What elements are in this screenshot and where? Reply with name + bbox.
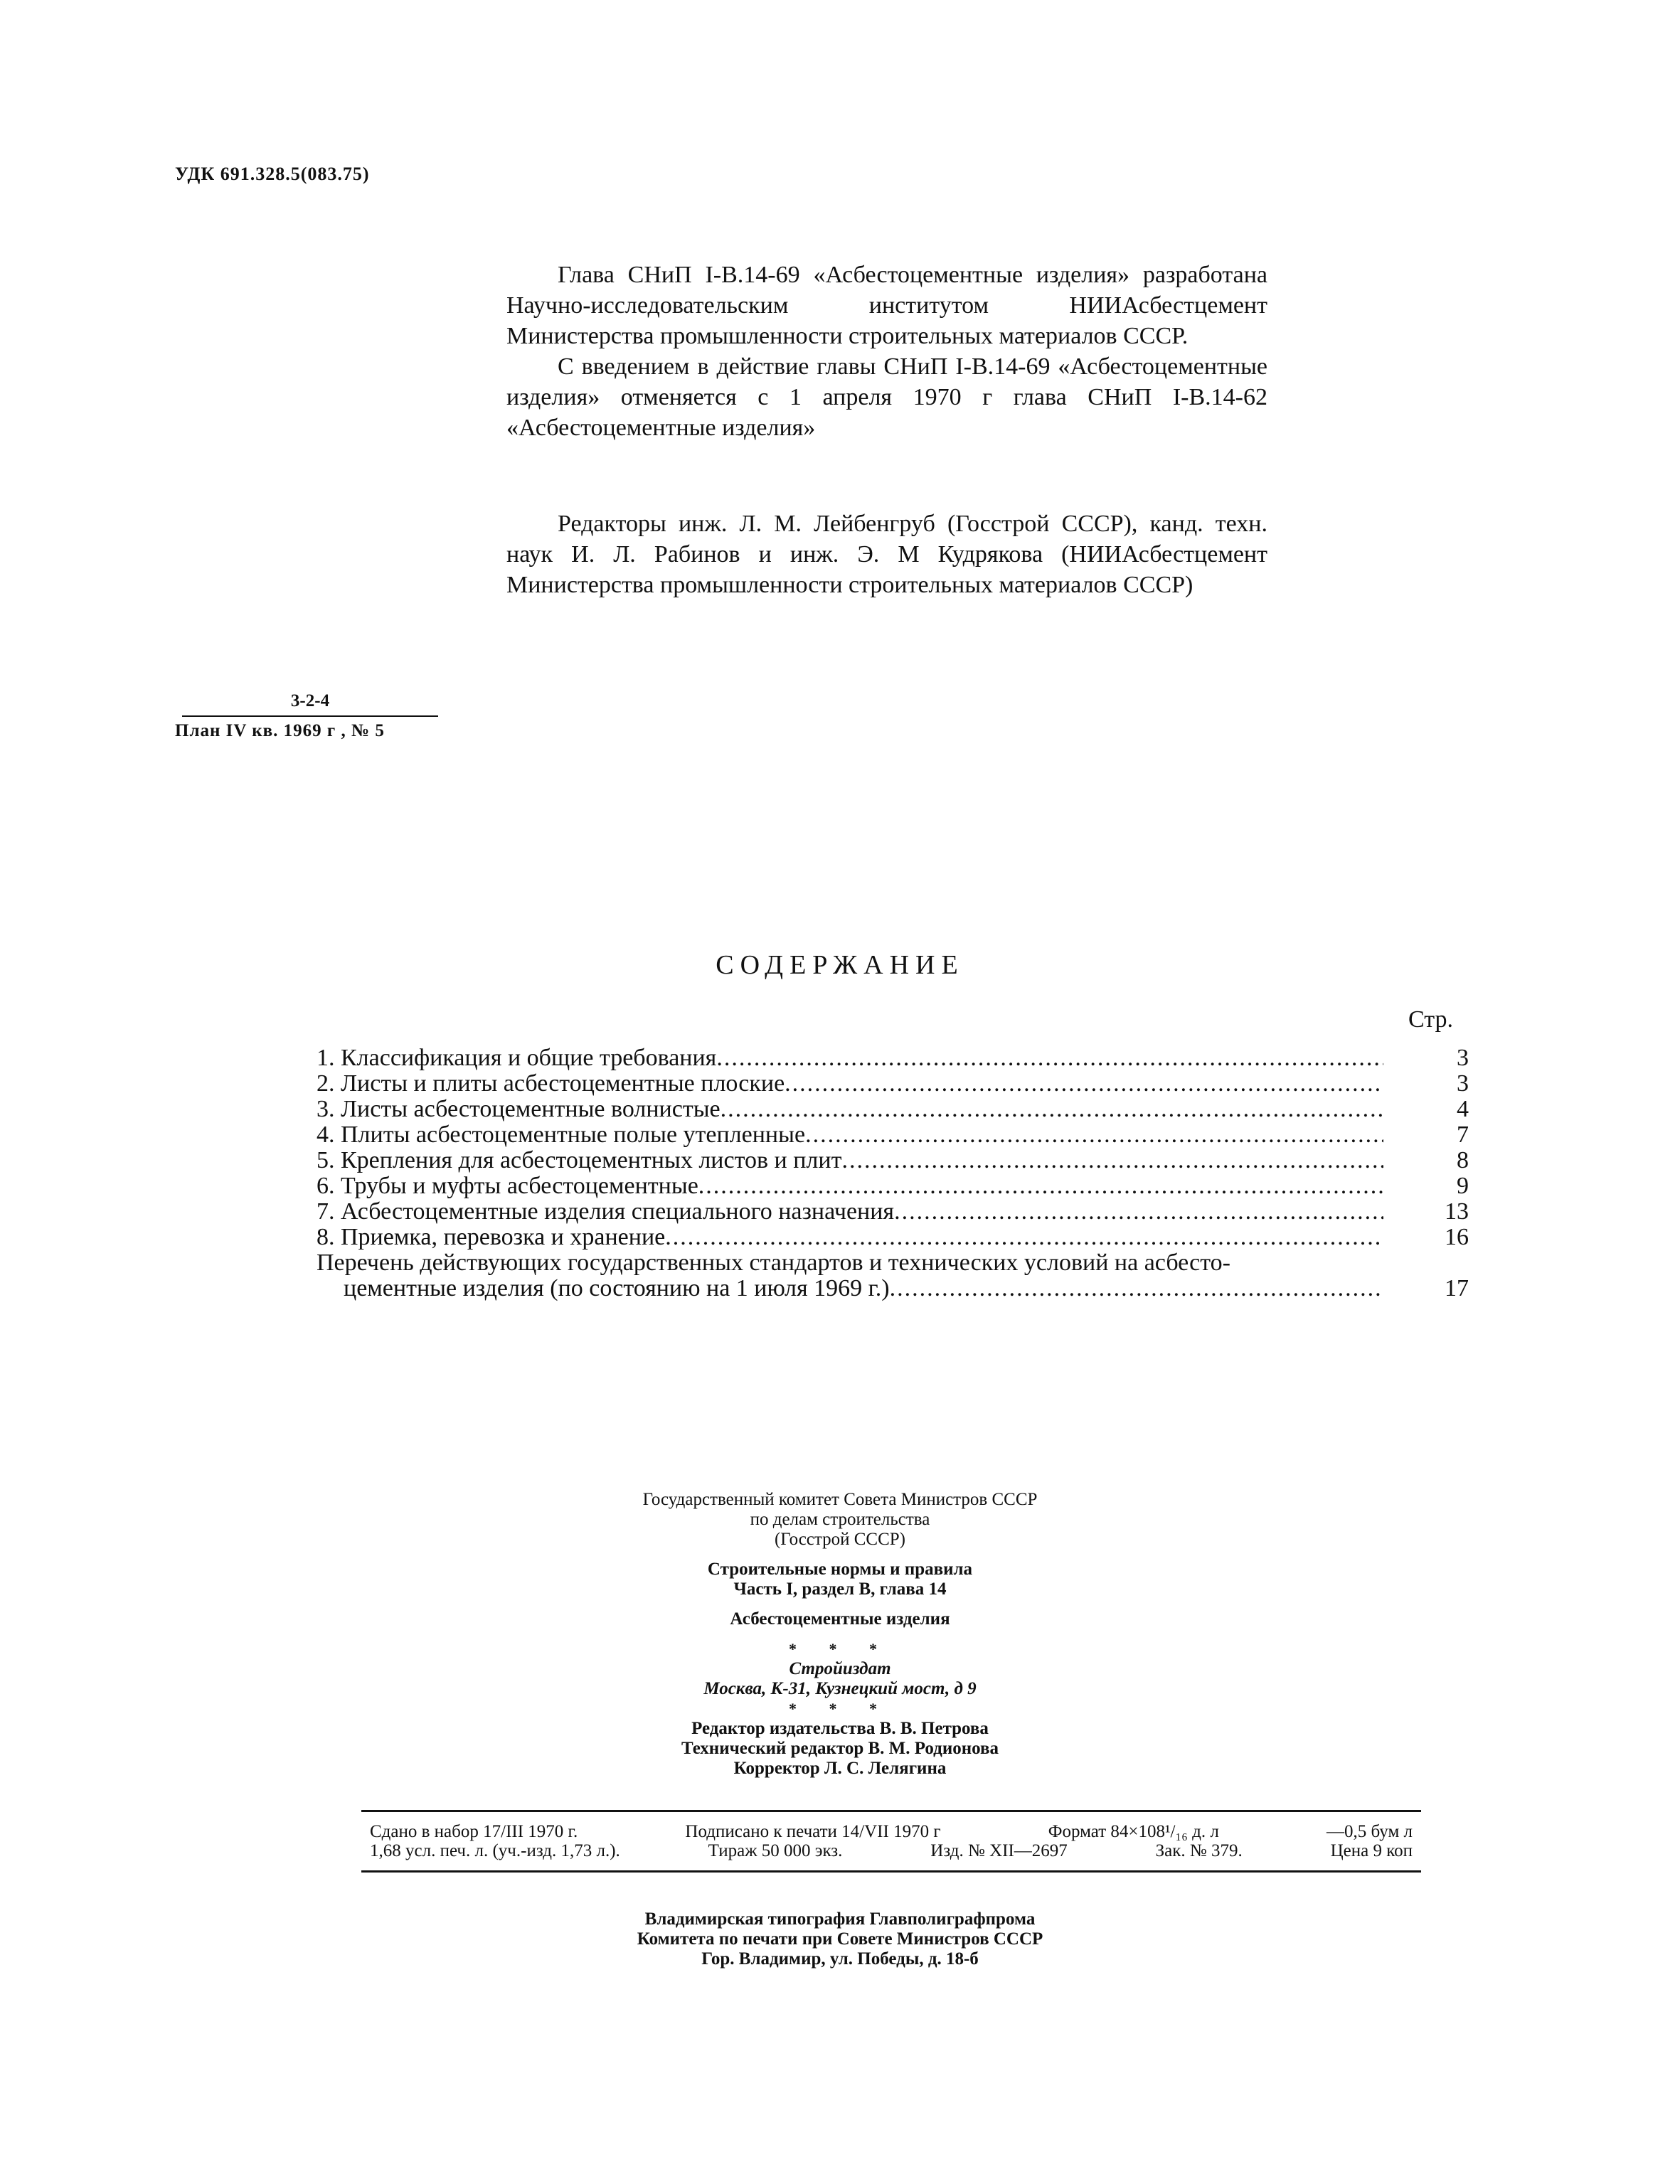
toc-leader-dots — [698, 1173, 1383, 1199]
toc-item — [317, 1173, 1469, 1199]
tech-editor-line: Технический редактор В. М. Родионова — [681, 1739, 999, 1758]
toc-item — [317, 1071, 1469, 1097]
series-line-1: Строительные нормы и правила — [707, 1560, 973, 1579]
editor-line: Редактор издательства В. В. Петрова — [691, 1719, 989, 1738]
toc-item — [317, 1225, 1469, 1250]
toc-item-page: 17 — [1445, 1275, 1469, 1301]
intro-paragraph-1: Глава СНиП I-В.14-69 «Асбестоцементные изделия» разработана Научно-исследовательским институтом НИИАсбестцемент Министерства промышленности строительных материалов СССР. — [506, 262, 1267, 349]
book-title: Асбестоцементные изделия — [730, 1609, 950, 1629]
toc-item-title: 7. Асбестоцементные изделия специального назначения — [317, 1198, 895, 1225]
separator-stars-top: * * * — [789, 1640, 891, 1658]
toc-leader-dots — [785, 1071, 1383, 1097]
toc-leader-dots — [665, 1225, 1383, 1250]
toc-item-page: 8 — [1457, 1147, 1469, 1173]
order-number: Зак. № 379. — [1155, 1841, 1243, 1860]
printer-line-3: Гор. Владимир, ул. Победы, д. 18-б — [701, 1949, 979, 1969]
committee-line-3: (Госстрой СССР) — [774, 1530, 905, 1549]
udk-code: УДК 691.328.5(083.75) — [175, 164, 370, 184]
committee-line-2: по делам строительства — [750, 1510, 930, 1529]
toc-item — [317, 1199, 1469, 1225]
toc-item-title: 3. Листы асбестоцементные волнистые — [317, 1096, 721, 1122]
toc-item-title: 1. Классификация и общие требования — [317, 1045, 717, 1071]
toc-page-header: Стр. — [1408, 1006, 1454, 1033]
committee-line-1: Государственный комитет Совета Министров СССР — [642, 1490, 1038, 1509]
toc-leader-dots — [894, 1199, 1383, 1225]
intro-text — [506, 260, 1267, 443]
toc-item-page: 4 — [1457, 1096, 1469, 1122]
toc-item-title: 2. Листы и плиты асбестоцементные плоские — [317, 1070, 785, 1097]
publisher-name: Стройиздат — [789, 1659, 891, 1678]
toc-item-page: 13 — [1445, 1198, 1469, 1225]
toc-item-title-line2: цементные изделия (по состоянию на 1 июля 1969 г.) — [344, 1275, 890, 1301]
toc-item-title-line1: Перечень действующих государственных стандартов и технических условий на асбесто- — [317, 1250, 1230, 1276]
printer-line-2: Комитета по печати при Совете Министров СССР — [637, 1929, 1043, 1949]
printer-info — [0, 1909, 1680, 1969]
toc-title: СОДЕРЖАНИЕ — [716, 950, 964, 980]
toc-item-title: 8. Приемка, перевозка и хранение — [317, 1224, 666, 1250]
toc-leader-dots — [721, 1097, 1383, 1122]
plan-block — [175, 691, 445, 741]
separator-stars-bottom: * * * — [789, 1700, 891, 1717]
toc-item-page: 16 — [1445, 1224, 1469, 1250]
toc-item — [317, 1122, 1469, 1148]
toc-leader-dots — [805, 1122, 1383, 1148]
plan-text: План IV кв. 1969 г , № 5 — [175, 721, 385, 740]
toc-leader-dots — [890, 1276, 1383, 1301]
publication-number: Изд. № XII—2697 — [930, 1841, 1068, 1860]
printer-line-1: Владимирская типография Главполиграфпрома — [644, 1909, 1036, 1929]
toc-item — [317, 1097, 1469, 1122]
toc-item-title: 4. Плиты асбестоцементные полые утепленные — [317, 1122, 806, 1148]
toc-item-title: 5. Крепления для асбестоцементных листов и плит — [317, 1147, 842, 1173]
publisher-address: Москва, К-31, Кузнецкий мост, д 9 — [703, 1679, 977, 1698]
corrector-line: Корректор Л. С. Лелягина — [733, 1759, 947, 1778]
toc-item-standards-list — [317, 1250, 1469, 1301]
editors-block — [506, 508, 1267, 600]
toc-item — [317, 1045, 1469, 1071]
toc-item-title: 6. Трубы и муфты асбестоцементные — [317, 1173, 698, 1199]
table-of-contents — [317, 1045, 1469, 1301]
toc-item-page: 7 — [1457, 1122, 1469, 1148]
toc-leader-dots — [841, 1148, 1383, 1173]
series-line-2: Часть I, раздел В, глава 14 — [733, 1580, 947, 1599]
print-data-box — [361, 1810, 1421, 1873]
intro-paragraph-2: С введением в действие главы СНиП I-В.14-69 «Асбестоцементные изделия» отменяется с 1 апреля 1970 г глава СНиП I-В.14-62 «Асбестоцементные изделия» — [506, 353, 1267, 441]
colophon — [0, 1490, 1680, 1779]
print-sheets: 1,68 усл. печ. л. (уч.-изд. 1,73 л.). — [370, 1841, 620, 1860]
editors-text: Редакторы инж. Л. М. Лейбенгруб (Госстрой СССР), канд. техн. наук И. Л. Рабинов и инж. Э. М Кудрякова (НИИАсбестцемент Министерства промышленности строительных материалов СССР) — [506, 511, 1267, 598]
paper-sheets: —0,5 бум л — [1327, 1822, 1413, 1841]
toc-item-page: 9 — [1457, 1173, 1469, 1199]
toc-leader-dots — [716, 1045, 1383, 1071]
print-run: Тираж 50 000 экз. — [708, 1841, 843, 1860]
toc-item — [317, 1148, 1469, 1173]
toc-item-page: 3 — [1457, 1045, 1469, 1071]
signed-date: Подписано к печати 14/VII 1970 г — [685, 1822, 941, 1841]
price: Цена 9 коп — [1330, 1841, 1413, 1860]
toc-item-page: 3 — [1457, 1070, 1469, 1097]
typeset-date: Сдано в набор 17/III 1970 г. — [370, 1822, 578, 1841]
format: Формат 84×108¹/₁₆ д. л — [1048, 1822, 1219, 1841]
plan-code: 3-2-4 — [182, 691, 438, 717]
